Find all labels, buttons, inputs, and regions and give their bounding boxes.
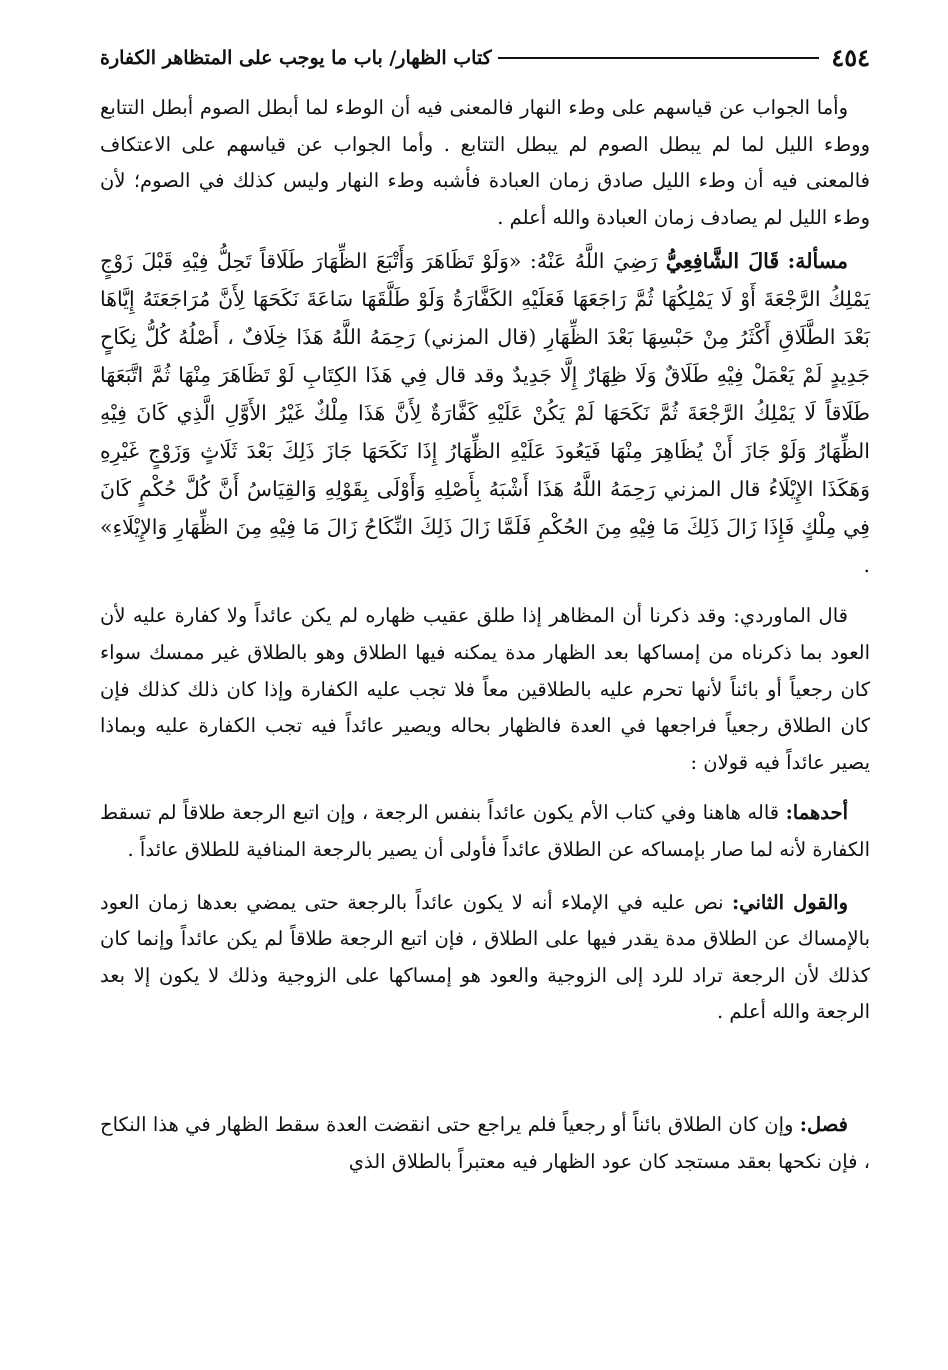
second-opinion-text: نص عليه في الإملاء أنه لا يكون عائداً بالرجعة حتى يمضي بعدها زمان العود بالإمساك عن الطلاق مدة يقدر فيها على الطلاق ، فإن اتبع الرجعة طلاقاً لم يكن عائداً وإنما كان كذلك لأن الرجعة تراد للرد إلى الزوجية والعود هو إمساكها على الزوجية وذلك لا يكون إلا بعد الرجعة والله أعلم .	[100, 890, 870, 1024]
header-rule	[498, 57, 820, 59]
paragraph-mawardi: قال الماوردي: وقد ذكرنا أن المظاهر إذا طلق عقيب ظهاره لم يكن عائداً ولا كفارة عليه لأن العود بما ذكرناه من إمساكها بعد الظهار مدة يمكنه فيها الطلاق وهو بالطلاق غير ممسك سواء كان رجعياً أو بائناً لأنها تحرم عليه بالطلاقين معاً فلا تجب عليه الكفارة وإذا كان ذلك كذلك فإن كان الطلاق رجعياً فراجعها في العدة فالظهار بحاله ويصير عائداً فيه تجب الكفارة عليه وبماذا يصير عائداً فيه قولان :	[100, 604, 870, 774]
book-page	[100, 40, 870, 1180]
paragraph-fasl	[100, 1107, 870, 1180]
masala-text: رَضِيَ اللَّهُ عَنْهُ: «وَلَوْ تَظَاهَرَ وَأَتْبَعَ الظِّهَارَ طَلَاقاً تَحِلُّ فِيْهِ قَبْلَ زَوْجٍ يَمْلِكُ الرَّجْعَةَ أَوْ لَا يَمْلِكُهَا ثُمَّ رَاجَعَهَا فَعَلَيْهِ الكَفَّارَةُ وَلَوْ طَلَّقَهَا سَاعَةَ نَكَحَهَا لِأَنَّ مُرَاجَعَتَهُ إِيَّاهَا بَعْدَ الطَّلَاقِ أَكْثَرُ مِنْ حَبْسِهَا بَعْدَ الظِّهَارِ (قال المزني) رَحِمَهُ اللَّهُ هَذَا خِلَافٌ ، أَصْلُهُ كُلُّ نِكَاحٍ جَدِيدٍ لَمْ يَعْمَلْ فِيْهِ طَلَاقٌ وَلَا ظِهَارٌ إِلَّا جَدِيدٌ وقد قال فِي هَذَا الكِتَابِ لَوْ تَظَاهَرَ مِنْهَا ثُمَّ اتَّبَعَهَا طَلَاقاً لَا يَمْلِكُ الرَّجْعَةَ ثُمَّ نَكَحَهَا لَمْ يَكُنْ عَلَيْهِ كَفَّارَةٌ لِأَنَّ هَذَا مِلْكٌ غَيْرُ الأَوَّلِ الَّذِي كَانَ فِيْهِ الظِّهَارُ وَلَوْ جَازَ أَنْ يُظَاهِرَ مِنْهَا فَيَعُودَ عَلَيْهِ الظِّهَارُ إِذَا نَكَحَهَا جَازَ ذَلِكَ بَعْدَ ثَلَاثٍ وَزَوْجٍ غَيْرِهِ وَهَكَذَا الإِيْلَاءُ قال المزني رَحِمَهُ اللَّهُ هَذَا أَشْبَهُ بِأَصْلِهِ وَأَوْلَى بِقَوْلِهِ وَالقِيَاسُ أَنَّ كُلَّ حُكْمٍ كَانَ فِي مِلْكٍ فَإِذَا زَالَ ذَلِكَ مَا فِيْهِ مِنَ الحُكْمِ فَلَمَّا زَالَ ذَلِكَ النِّكَاحُ زَالَ مَا فِيْهِ مِنَ الظِّهَارِ وَالإِيْلَاءِ» .	[100, 249, 870, 578]
masala-label: مسألة:	[787, 249, 848, 274]
shafii-name: قَالَ الشَّافِعِيُّ	[665, 249, 780, 274]
second-opinion-label: والقول الثاني:	[732, 890, 849, 914]
fasl-label: فصل:	[799, 1112, 848, 1136]
paragraph-first-opinion	[100, 795, 870, 868]
chapter-title: كتاب الظهار/ باب ما يوجب على المتظاهر الكفارة	[100, 47, 492, 69]
paragraph-reply: وأما الجواب عن قياسهم على وطء النهار فالمعنى فيه أن الوطء لما أبطل الصوم أبطل التتابع ووطء الليل لما لم يبطل الصوم لم يبطل التتابع . وأما الجواب عن قياسهم على الاعتكاف فالمعنى فيه أن وطء الليل صادق زمان العبادة فأشبه وطء النهار وليس كذلك في الصوم؛ لأن وطء الليل لم يصادف زمان العبادة والله أعلم .	[100, 96, 870, 229]
first-opinion-text: قاله هاهنا وفي كتاب الأم يكون عائداً بنفس الرجعة ، وإن اتبع الرجعة طلاقاً لم تسقط الكفارة لأنه لما صار بإمساكه عن الطلاق عائداً فأولى أن يصير بالرجعة المنافية للطلاق عائداً .	[100, 801, 870, 861]
running-header	[100, 40, 870, 76]
paragraph-second-opinion	[100, 885, 870, 1031]
paragraph-masala	[100, 242, 870, 584]
first-opinion-label: أحدهما:	[785, 801, 849, 825]
page-number: ٤٥٤	[831, 43, 870, 72]
fasl-text: وإن كان الطلاق بائناً أو رجعياً فلم يراجع حتى انقضت العدة سقط الظهار في هذا النكاح ، فإن نكحها بعقد مستجد كان عود الظهار فيه معتبراً بالطلاق الذي	[100, 1112, 870, 1173]
